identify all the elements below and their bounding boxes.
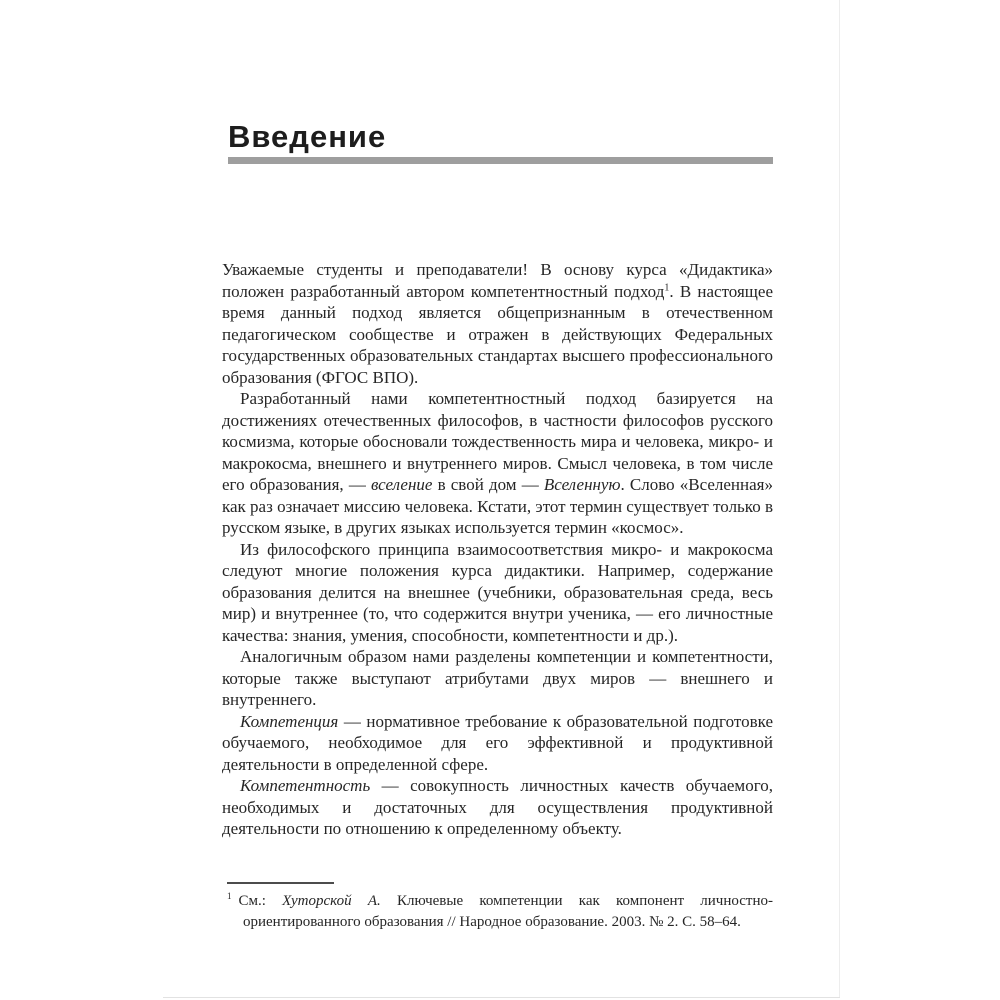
- footnote-marker: 1: [227, 891, 232, 901]
- title-rule: [228, 157, 773, 164]
- italic-run: Компетенция: [240, 711, 339, 731]
- italic-run: Вселенную: [543, 475, 621, 494]
- page-edge-bottom: [163, 997, 840, 998]
- paragraph: [222, 775, 773, 840]
- text-run: Ключевые компетенции как компонент личностно-ориентированного образования // Народное образование. 2003. № 2. С. 58–64.: [243, 893, 773, 930]
- text-run: . В настоящее время данный подход является общепризнанным в отечественном педагогическом сообществе и отражен в действующих Федеральных государственных образовательных стандартах высшего профессионального образования (ФГОС ВПО).: [222, 281, 773, 387]
- text-run: Разработанный нами компетентностный подход базируется на достижениях отечественных философов, в частности философов русского космизма, которые обосновали тождественность мира и человека, микро- и макрокосма, внешнего и внутреннего миров. Смысл человека, в том числе его образования, —: [222, 389, 773, 494]
- text-run: . Слово «Вселенная» как раз означает миссию человека. Кстати, этот термин существует только в русском языке, в других языках используется термин «космос».: [222, 475, 773, 537]
- text-run: — нормативное требование к образовательной подготовке обучаемого, необходимое для его эффективной и продуктивной деятельности в определенной сфере.: [222, 711, 773, 774]
- italic-run: Компетентность: [240, 776, 371, 795]
- paragraph: [222, 539, 773, 647]
- paragraph: [222, 259, 773, 388]
- italic-run: Хуторской А.: [282, 893, 381, 909]
- footnote-reference: 1: [664, 281, 670, 293]
- paragraph: [222, 646, 773, 711]
- paragraph: [222, 388, 773, 539]
- footnote-text: [227, 891, 773, 933]
- footnote: [227, 882, 773, 933]
- chapter-header: [228, 117, 773, 164]
- text-run: — совокупность личностных качеств обучаемого, необходимых и достаточных для осуществления продуктивной деятельности по отношению к определенному объекту.: [222, 776, 773, 838]
- page-edge-right: [839, 0, 840, 998]
- chapter-title: Введение: [228, 119, 387, 154]
- text-run: в свой дом —: [432, 475, 544, 494]
- text-run: См.:: [238, 893, 283, 909]
- paragraph: [222, 711, 773, 776]
- text-run: Из философского принципа взаимосоответствия микро- и макрокосма следуют многие положения курса дидактики. Например, содержание образования делится на внешнее (учебники, образовательная среда, весь мир) и внутреннее (то, что содержится внутри ученика, — его личностные качества: знания, умения, способности, компетентности и др.).: [222, 539, 773, 645]
- text-run: Аналогичным образом нами разделены компетенции и компетентности, которые также выступают атрибутами двух миров — внешнего и внутреннего.: [222, 647, 773, 709]
- footnote-rule: [227, 882, 334, 884]
- italic-run: вселение: [370, 475, 433, 494]
- body-text: [222, 259, 773, 840]
- text-run: Уважаемые студенты и преподаватели! В основу курса «Дидактика» положен разработанный автором компетентностный подход: [222, 260, 773, 301]
